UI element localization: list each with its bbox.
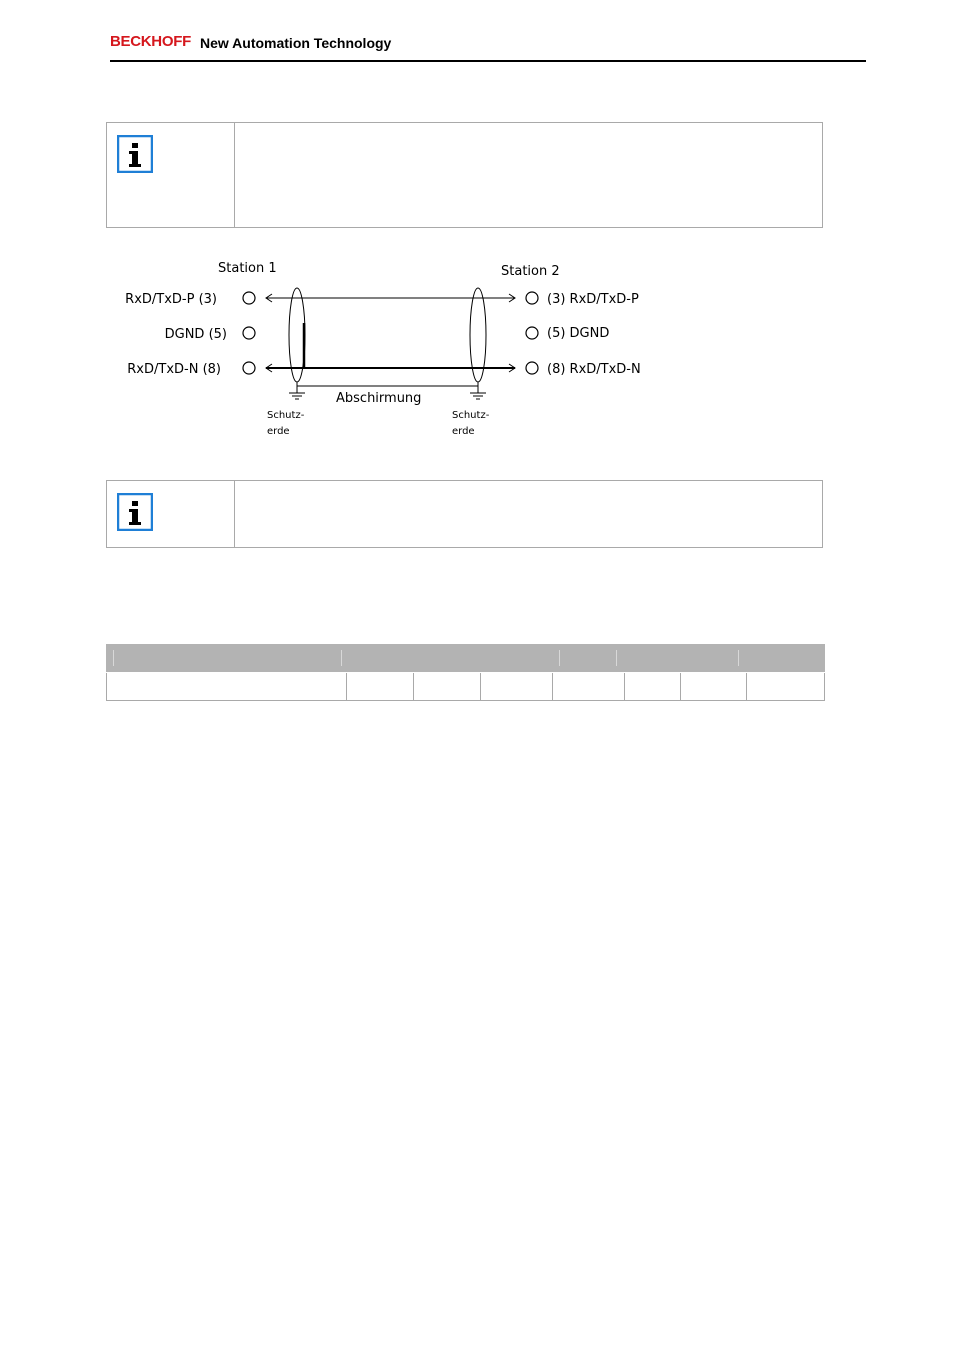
header-separator bbox=[341, 650, 342, 666]
cell-separator bbox=[680, 673, 681, 700]
header-separator bbox=[559, 650, 560, 666]
ground-label-right-2: erde bbox=[452, 426, 475, 437]
ground-label-left: Schutz- bbox=[267, 410, 305, 421]
cell-separator bbox=[552, 673, 553, 700]
header-separator bbox=[738, 650, 739, 666]
header-separator bbox=[616, 650, 617, 666]
table-row bbox=[106, 673, 825, 701]
ground-label-right: Schutz- bbox=[452, 410, 490, 421]
right-label-n: (8) RxD/TxD-N bbox=[547, 362, 641, 377]
left-label-n: RxD/TxD-N (8) bbox=[127, 362, 221, 377]
note-box bbox=[106, 480, 823, 548]
cell-separator bbox=[624, 673, 625, 700]
info-icon bbox=[117, 493, 153, 531]
header-rule bbox=[110, 60, 866, 62]
page-header bbox=[110, 33, 866, 63]
shield-label: Abschirmung bbox=[336, 391, 422, 406]
shield-wire bbox=[297, 382, 478, 387]
cell-separator bbox=[480, 673, 481, 700]
left-label-p: RxD/TxD-P (3) bbox=[125, 292, 217, 307]
ground-label-left-2: erde bbox=[267, 426, 290, 437]
terminal-right-dgnd bbox=[526, 327, 538, 339]
note-box bbox=[106, 122, 823, 228]
terminal-left-p bbox=[243, 292, 255, 304]
wiring-diagram bbox=[120, 255, 660, 445]
info-icon bbox=[117, 135, 153, 173]
left-label-dgnd: DGND (5) bbox=[164, 327, 227, 342]
cell-separator bbox=[413, 673, 414, 700]
terminal-right-p bbox=[526, 292, 538, 304]
right-label-p: (3) RxD/TxD-P bbox=[547, 292, 639, 307]
wire-p bbox=[266, 294, 515, 302]
note-divider bbox=[234, 123, 235, 227]
cell-separator bbox=[346, 673, 347, 700]
note-divider bbox=[234, 481, 235, 547]
brand-tagline: New Automation Technology bbox=[200, 35, 392, 51]
terminal-left-dgnd bbox=[243, 327, 255, 339]
station1-label: Station 1 bbox=[218, 261, 277, 276]
station2-label: Station 2 bbox=[501, 264, 560, 279]
ground-symbol-left bbox=[289, 386, 305, 399]
data-table bbox=[106, 644, 825, 702]
terminal-right-n bbox=[526, 362, 538, 374]
brand-logo: BECKHOFF bbox=[110, 33, 191, 50]
header-separator bbox=[113, 650, 114, 666]
right-label-dgnd: (5) DGND bbox=[547, 326, 610, 341]
table-header-row bbox=[106, 644, 825, 672]
cell-separator bbox=[746, 673, 747, 700]
terminal-left-n bbox=[243, 362, 255, 374]
ground-symbol-right bbox=[470, 386, 486, 399]
